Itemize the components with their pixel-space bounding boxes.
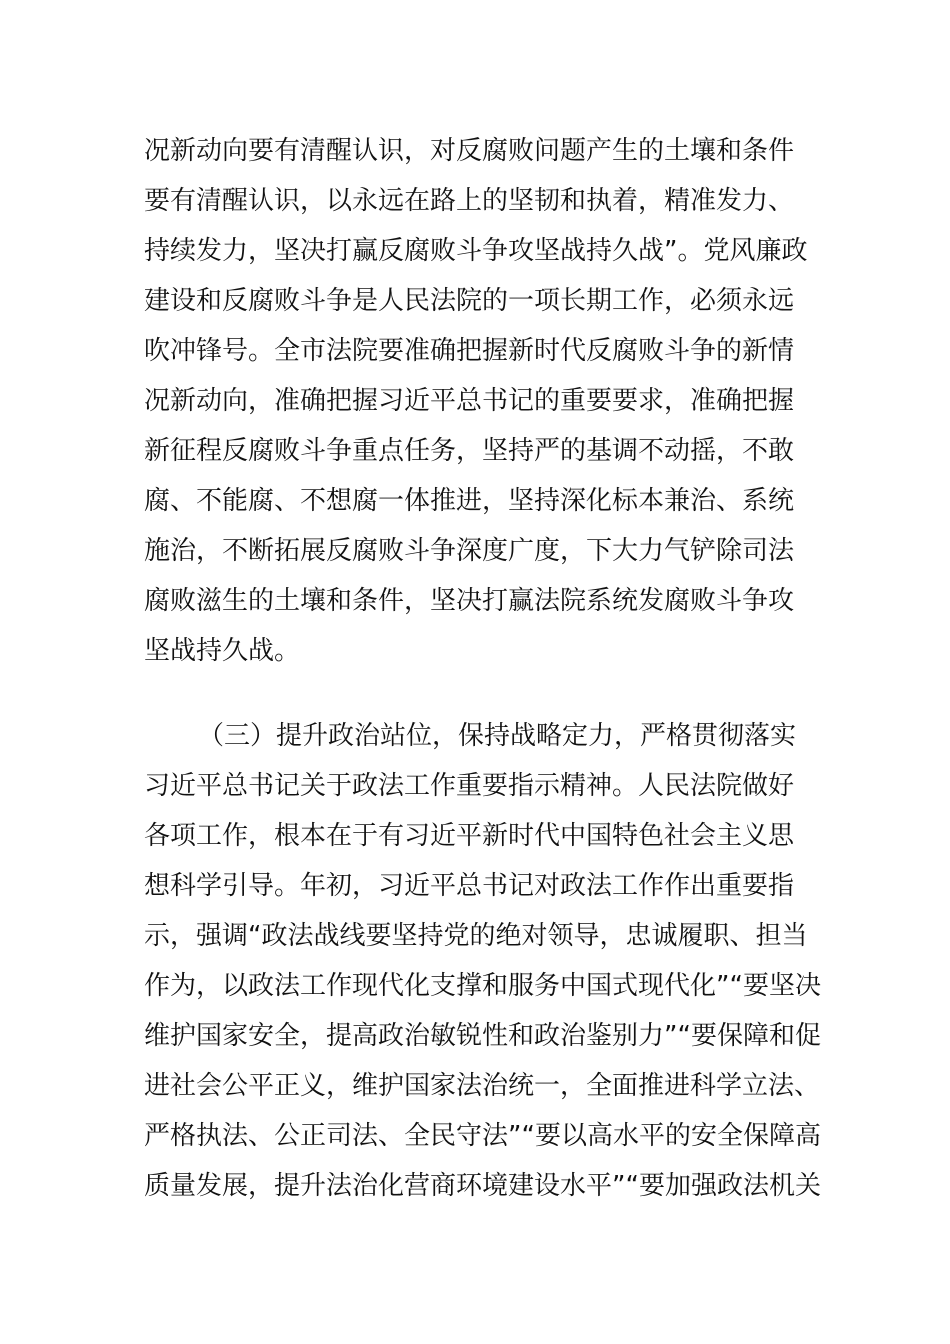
- text-line: 进社会公平正义，维护国家法治统一，全面推进科学立法、: [144, 1071, 821, 1101]
- text-line: 况新动向要有清醒认识，对反腐败问题产生的土壤和条件: [144, 136, 795, 166]
- text-line: 况新动向，准确把握习近平总书记的重要要求，准确把握: [144, 386, 795, 416]
- text-line: 腐、不能腐、不想腐一体推进，坚持深化标本兼治、系统: [144, 486, 795, 516]
- text-line: 严格执法、公正司法、全民守法”“要以高水平的安全保障高: [144, 1121, 821, 1151]
- text-line: 想科学引导。年初，习近平总书记对政法工作作出重要指: [144, 871, 795, 901]
- text-line: 习近平总书记关于政法工作重要指示精神。人民法院做好: [144, 771, 795, 801]
- text-line: 各项工作，根本在于有习近平新时代中国特色社会主义思: [144, 821, 795, 851]
- text-line: 新征程反腐败斗争重点任务，坚持严的基调不动摇，不敢: [144, 436, 795, 466]
- text-line: 建设和反腐败斗争是人民法院的一项长期工作，必须永远: [144, 286, 795, 316]
- text-line: 吹冲锋号。全市法院要准确把握新时代反腐败斗争的新情: [144, 336, 795, 366]
- text-line: 持续发力，坚决打赢反腐败斗争攻坚战持久战”。党风廉政: [144, 236, 808, 266]
- text-line: 施治，不断拓展反腐败斗争深度广度，下大力气铲除司法: [144, 536, 795, 566]
- text-line: 质量发展，提升法治化营商环境建设水平”“要加强政法机关: [144, 1171, 821, 1201]
- text-line: 作为，以政法工作现代化支撑和服务中国式现代化”“要坚决: [144, 971, 821, 1001]
- text-line: 维护国家安全，提高政治敏锐性和政治鉴别力”“要保障和促: [144, 1021, 821, 1051]
- text-line: （三）提升政治站位，保持战略定力，严格贯彻落实: [198, 721, 797, 751]
- text-line: 示，强调“政法战线要坚持党的绝对领导，忠诚履职、担当: [144, 921, 808, 951]
- text-line: 要有清醒认识，以永远在路上的坚韧和执着，精准发力、: [144, 186, 795, 216]
- text-line: 坚战持久战。: [144, 636, 301, 666]
- text-line: 腐败滋生的土壤和条件，坚决打赢法院系统发腐败斗争攻: [144, 586, 795, 616]
